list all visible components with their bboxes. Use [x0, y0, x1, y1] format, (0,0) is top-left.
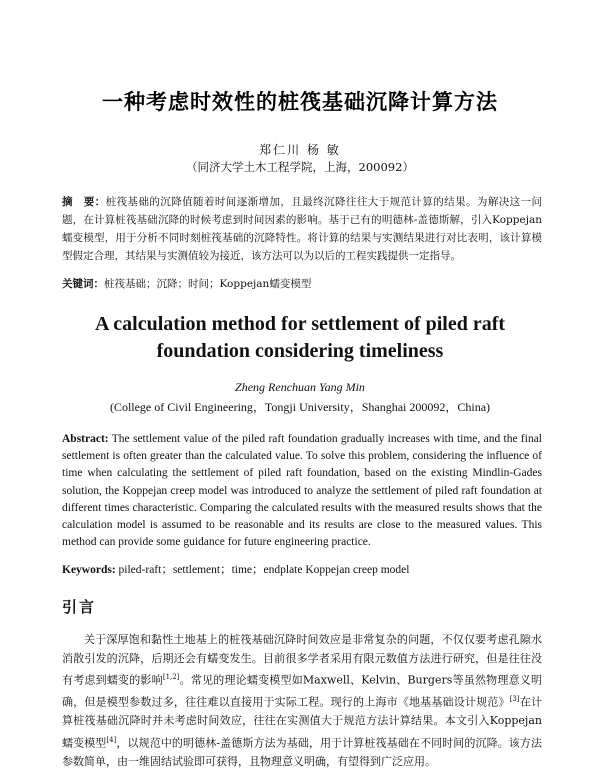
authors-chinese: 郑仁川 杨 敏: [259, 143, 341, 157]
keywords-english: [62, 561, 542, 577]
abstract-english: [62, 431, 542, 551]
paper-title-english: [60, 311, 540, 365]
keywords-english-text: piled-raft；settlement；time；endplate Koppejan creep model: [118, 564, 410, 576]
intro-text-part2: 。常见的理论蠕变模型如Maxwell、Kelvin、Burgers等虽然物理意义明确，但是模型参数过多，往往难以直接用于实际工程。现行的上海市《地基基础设计规范》: [62, 673, 542, 709]
introduction-paragraph: [62, 631, 542, 771]
keywords-chinese: [62, 275, 542, 293]
keywords-chinese-text: 桩筏基础；沉降；时间；Koppejan蠕变模型: [104, 278, 312, 290]
abstract-chinese-text: 桩筏基础的沉降值随着时间逐渐增加，且最终沉降往往大于规范计算的结果。为解决这一问题，在计算桩筏基础沉降的时候考虑到时间因素的影响。基于已有的明德林-盖德斯解，引入Koppejan蠕变模型，用于分析不同时刻桩筏基础的沉降特性。将计算的结果与实测结果进行对比表明，该计算模型假定合理，其结果与实测值较为接近，该方法可以为以后的工程实践提供一定指导。: [62, 196, 543, 262]
citation-ref-1: [1,2]: [162, 673, 180, 681]
intro-text-part3: 在计算桩筏基础沉降时并未考虑时间效应，往往在实测值大于规范方法计算结果。本文引入Koppejan蠕变模型: [62, 695, 543, 750]
intro-text-part4: ，以规范中的明德林-盖德斯方法为基础，用于计算桩筏基础在不同时间的沉降。该方法参数简单，由一维固结试验即可获得，且物理意义明确，有望得到广泛应用。: [62, 736, 542, 768]
affiliation-english: (College of Civil Engineering，Tongji University，Shanghai 200092，China): [109, 400, 491, 414]
citation-ref-3: [4]: [106, 735, 117, 744]
section-heading-introduction: 引言: [62, 598, 97, 616]
paper-title-english-line1: A calculation method for settlement of piled raft: [94, 313, 506, 335]
abstract-chinese-label: 摘 要：: [62, 196, 106, 208]
paper-title-english-line2: foundation considering timeliness: [156, 340, 444, 362]
paper-title-chinese: 一种考虑时效性的桩筏基础沉降计算方法: [102, 90, 498, 114]
abstract-english-text: The settlement value of the piled raft foundation gradually increases with time, and the final settlement is often greater than the calculated value. To solve this problem, considering the influence of time when calculating the settlement of piled raft foundation, based on the existing Mindlin-Gades solution, the Koppejan creep model was introduced to analyze the settlement of piled raft foundation at different times characteristic. Comparing the calculated results with the measured results shows that the calculation model is assumed to be reasonable and its results are close to the measured values. This method can provide some guidance for future engineering practice.: [62, 433, 542, 549]
keywords-english-label: Keywords:: [62, 564, 116, 576]
affiliation-chinese: （同济大学土木工程学院，上海，200092）: [186, 160, 414, 174]
abstract-english-label: Abstract:: [62, 433, 109, 445]
authors-english: Zheng Renchuan Yang Min: [235, 380, 365, 394]
citation-ref-2: [3]: [509, 695, 520, 704]
keywords-chinese-label: 关键词：: [62, 278, 104, 290]
abstract-chinese: [62, 193, 542, 265]
intro-text-part1: 关于深厚饱和黏性土地基上的桩筏基础沉降时间效应是非常复杂的问题，不仅仅要考虑孔隙水消散引发的沉降，后期还会有蠕变发生。目前很多学者采用有限元数值方法进行研究，但是往往没有考虑到蠕变的影响: [62, 633, 542, 687]
